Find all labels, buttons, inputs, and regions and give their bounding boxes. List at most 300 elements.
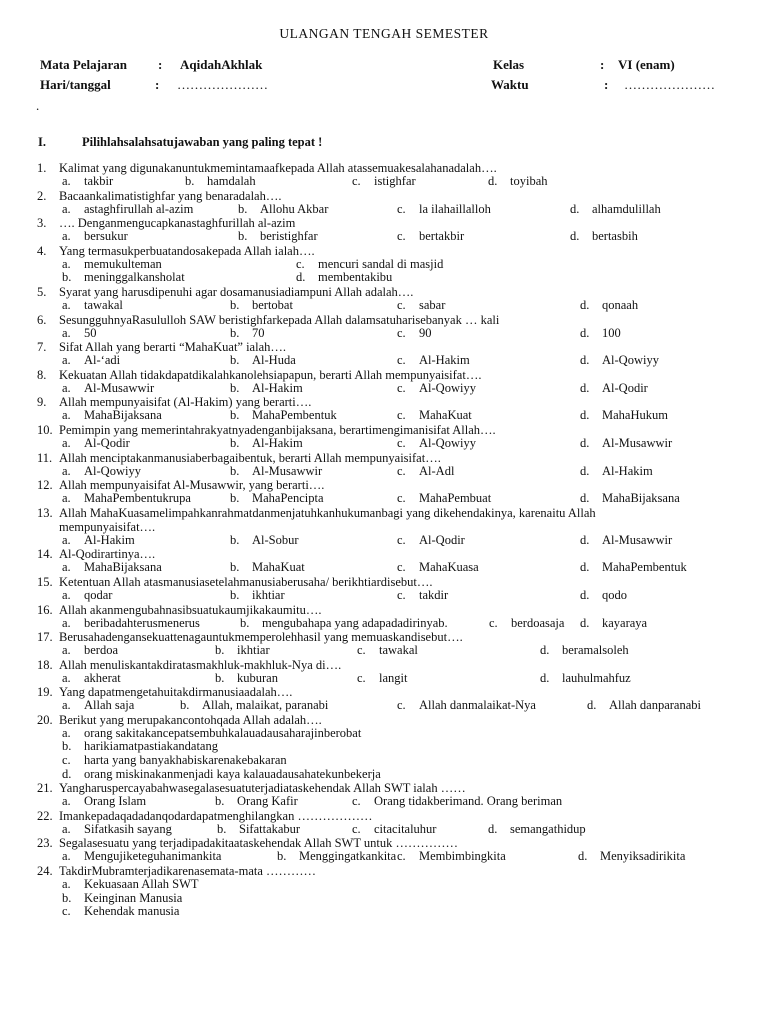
answer-option[interactable] [62,699,134,713]
answer-option[interactable] [540,644,629,658]
question-number: 14. [37,547,53,562]
option-row [0,823,768,837]
answer-option[interactable] [570,230,638,244]
option-letter: d. [580,353,590,368]
question-7 [0,340,768,354]
answer-option[interactable] [62,850,221,864]
question-text: Allah menuliskantakdiratasmakhluk-makhluk-Nya di…. [59,657,342,672]
answer-option[interactable] [230,561,305,575]
option-text: astaghfirullah al-azim [84,201,194,216]
question-number: 16. [37,602,53,617]
question-16 [0,603,768,617]
answer-option[interactable] [397,534,465,548]
option-letter: b. [230,297,240,312]
answer-option[interactable] [397,850,506,864]
question-text: Ketentuan Allah atasmanusiasetelahmanusiaberusaha/ berikhtiardisebut…. [59,574,433,589]
option-row [0,299,768,313]
option-letter: b. [185,174,195,188]
answer-option[interactable] [230,354,296,368]
answer-option[interactable] [240,617,448,631]
answer-option[interactable] [62,754,287,768]
question-23 [0,836,768,850]
question-13 [0,506,768,534]
option-letter: d. [578,849,588,864]
option-letter: a. [62,174,71,188]
answer-option[interactable] [296,271,392,285]
option-text: Al-Qodir [419,532,465,547]
option-text: MahaPembentuk [602,560,687,575]
stray-dot: . [36,98,40,113]
question-number: 3. [37,216,47,231]
option-text: bertakbir [419,229,465,244]
subject-value: AqidahAkhlak [180,57,263,72]
option-row [0,465,768,479]
answer-option[interactable] [570,203,661,217]
option-letter: c. [397,380,406,395]
option-text: orang miskinakanmenjadi kaya kalauadausahatekunbekerja [84,766,381,781]
option-letter: a. [62,615,71,630]
question-text: …. Denganmengucapkanastaghfurillah al-azim [59,216,296,231]
option-text: akherat [84,670,121,685]
option-text: Al-Qodir [602,380,648,395]
answer-option[interactable] [238,203,328,217]
answer-option[interactable] [397,699,536,713]
option-row [0,534,768,548]
answer-option[interactable] [62,617,200,631]
option-text: berdoasaja [511,615,565,630]
option-row [0,699,768,713]
option-text: bertobat [252,297,293,312]
answer-option[interactable] [62,465,141,479]
answer-option[interactable] [62,203,193,217]
option-text: Al-Qowiyy [602,353,659,368]
question-24 [0,864,768,878]
answer-option[interactable] [352,175,416,189]
question-text: Berikut yang merupakancontohqada Allah adalah…. [59,712,322,727]
option-letter: a. [62,643,71,658]
answer-option[interactable] [397,437,476,451]
answer-option[interactable] [62,230,128,244]
answer-option[interactable] [62,740,218,754]
option-text: Orang Kafir [237,794,298,809]
answer-option[interactable] [397,409,472,423]
question-10 [0,423,768,437]
question-14 [0,547,768,561]
date-label: Hari/tanggal [40,77,111,92]
answer-option[interactable] [296,258,443,272]
option-row [0,354,768,368]
option-text: kuburan [237,670,278,685]
option-text: ikhtiar [237,643,270,658]
option-letter: c. [489,615,498,630]
option-letter: b. [238,229,248,244]
option-letter: c. [397,435,406,450]
answer-option[interactable] [397,561,479,575]
option-text: bertasbih [592,229,638,244]
answer-option[interactable] [185,175,256,189]
option-letter: b. [62,890,72,905]
question-number: 22. [37,808,53,823]
option-text: Orang tidakberimand. Orang beriman [374,794,563,809]
answer-option[interactable] [580,465,653,479]
option-letter: b. [215,670,225,685]
option-text: kayaraya [602,615,648,630]
question-number: 5. [37,284,47,299]
question-text: Sifat Allah yang berarti “MahaKuat” ialah…. [59,340,287,355]
option-text: Membimbingkita [419,849,506,864]
answer-option[interactable] [230,409,337,423]
question-number: 2. [37,188,47,203]
option-letter: a. [62,325,71,340]
answer-option[interactable] [397,589,448,603]
answer-option[interactable] [397,299,445,313]
answer-option[interactable] [215,795,298,809]
answer-option[interactable] [62,644,118,658]
question-text-continued: mempunyaisifat…. [59,519,156,534]
option-text: Al-Musawwir [602,532,673,547]
option-text: MahaPembentuk [252,408,337,423]
option-letter: a. [62,380,71,395]
option-letter: b. [230,325,240,340]
option-row [0,892,768,906]
question-12 [0,478,768,492]
option-letter: c. [357,643,366,658]
option-text: Kehendak manusia [84,904,180,919]
option-letter: a. [62,463,71,478]
option-text: Allohu Akbar [260,201,329,216]
option-row [0,382,768,396]
answer-option[interactable] [62,768,381,782]
time-colon: : [604,77,609,92]
option-letter: c. [62,753,71,768]
answer-option[interactable] [488,823,586,837]
question-17 [0,630,768,644]
option-row [0,175,768,189]
answer-option[interactable] [62,795,146,809]
answer-option[interactable] [215,672,278,686]
option-letter: b. [230,532,240,547]
answer-option[interactable] [580,617,647,631]
question-8 [0,368,768,382]
option-text: lauhulmahfuz [562,670,631,685]
answer-option[interactable] [230,299,293,313]
question-number: 19. [37,685,53,700]
option-letter: d. [580,491,590,506]
option-letter: c. [397,325,406,340]
option-letter: b. [277,849,287,864]
answer-option[interactable] [580,354,659,368]
option-text: istighfar [374,174,416,188]
option-letter: a. [62,201,71,216]
question-text: Allah menciptakanmanusiaberbagaibentuk, berarti Allah mempunyaisifat…. [59,450,441,465]
option-letter: a. [62,587,71,602]
exam-title: ULANGAN TENGAH SEMESTER [279,26,489,41]
answer-option[interactable] [62,175,113,189]
question-text: Segalasesuatu yang terjadipadakitaataskehendak Allah SWT untuk …………… [59,836,458,851]
option-letter: c. [397,353,406,368]
answer-option[interactable] [230,589,285,603]
time-label: Waktu [491,77,529,92]
question-text: Allah mempunyaisifat (Al-Hakim) yang berarti…. [59,395,312,410]
option-text: semangathidup [510,821,586,836]
question-number: 15. [37,574,53,589]
answer-option[interactable] [397,230,464,244]
answer-option[interactable] [397,382,476,396]
answer-option[interactable] [62,727,361,741]
answer-option[interactable] [62,258,162,272]
option-text: bersukur [84,229,128,244]
answer-option[interactable] [62,878,199,892]
answer-option[interactable] [397,327,432,341]
answer-option[interactable] [62,561,162,575]
option-letter: c. [397,698,406,713]
answer-option[interactable] [580,409,668,423]
answer-option[interactable] [397,354,470,368]
answer-option[interactable] [397,492,491,506]
option-text: MahaKuasa [419,560,479,575]
answer-option[interactable] [580,492,680,506]
option-text: MahaBijaksana [84,560,162,575]
section-number: I. [38,135,46,149]
option-row [0,437,768,451]
option-letter: d. [488,821,498,836]
option-text: Keinginan Manusia [84,890,183,905]
option-text: alhamdulillah [592,201,661,216]
question-number: 8. [37,367,47,382]
option-letter: d. [580,408,590,423]
option-letter: a. [62,435,71,450]
answer-option[interactable] [580,561,687,575]
date-value: ………………… [177,77,268,92]
option-letter: c. [397,201,406,216]
section-instruction [38,135,322,150]
option-letter: b. [240,615,250,630]
question-number: 12. [37,478,53,493]
date-colon: : [155,77,160,92]
option-row [0,768,768,782]
option-text: orang sakitakancepatsembuhkalauadausaharajinberobat [84,725,362,740]
option-row [0,561,768,575]
option-text: Al-Hakim [252,435,303,450]
question-5 [0,285,768,299]
answer-option[interactable] [62,327,97,341]
option-text: Al-Adl [419,463,455,478]
answer-option[interactable] [580,437,672,451]
option-letter: b. [230,463,240,478]
option-text: langit [379,670,408,685]
option-letter: d. [580,297,590,312]
option-row [0,589,768,603]
question-text: Berusahadengansekuattenagauntukmemperolehhasil yang memuaskandisebut…. [59,630,463,645]
option-letter: b. [62,739,72,754]
answer-option[interactable] [62,382,154,396]
option-letter: a. [62,297,71,312]
question-text: Imankepadaqadadanqodardapatmenghilangkan ……………… [59,808,373,823]
option-letter: a. [62,877,71,892]
option-letter: a. [62,353,71,368]
answer-option[interactable] [580,382,648,396]
question-20 [0,713,768,727]
option-text: MahaBijaksana [84,408,162,423]
question-text: Kekuatan Allah tidakdapatdikalahkanolehsiapapun, berarti Allah mempunyaisifat…. [59,367,482,382]
option-letter: d. [580,532,590,547]
option-text: MahaPembuat [419,491,492,506]
option-letter: a. [62,491,71,506]
option-letter: b. [230,587,240,602]
option-text: MahaBijaksana [602,491,680,506]
option-text: 70 [252,325,265,340]
question-4 [0,244,768,258]
answer-option[interactable] [62,299,123,313]
question-list [0,161,768,919]
answer-option[interactable] [540,672,631,686]
option-letter: d. [296,270,306,285]
question-number: 6. [37,312,47,327]
answer-option[interactable] [180,699,328,713]
answer-option[interactable] [489,617,564,631]
question-text: Al-Qodirartinya…. [59,547,156,562]
option-letter: b. [230,560,240,575]
question-number: 10. [37,422,53,437]
answer-option[interactable] [62,409,162,423]
answer-option[interactable] [62,589,112,603]
answer-option[interactable] [230,382,303,396]
option-letter: c. [397,463,406,478]
option-letter: b. [230,435,240,450]
time-value: ………………… [624,77,715,92]
option-text: takdir [419,587,449,602]
answer-option[interactable] [62,354,120,368]
option-text: sabar [419,297,446,312]
question-1 [0,161,768,175]
answer-option[interactable] [397,465,454,479]
option-text: Al-Qowiyy [419,435,476,450]
answer-option[interactable] [580,299,638,313]
option-text: Al-Musawwir [84,380,155,395]
option-text: takbir [84,174,114,188]
option-text: hamdalah [207,174,256,188]
answer-option[interactable] [277,850,396,864]
answer-option[interactable] [587,699,701,713]
answer-option[interactable] [62,534,135,548]
option-letter: a. [62,725,71,740]
option-letter: a. [62,229,71,244]
answer-option[interactable] [352,823,436,837]
option-letter: b. [217,821,227,836]
answer-option[interactable] [62,672,121,686]
option-row [0,203,768,217]
question-text: SesungguhnyaRasululloh SAW beristighfarkepada Allah dalamsatuharisebanyak … kali [59,312,500,327]
option-letter: c. [397,408,406,423]
answer-option[interactable] [62,271,185,285]
option-row [0,850,768,864]
question-text: TakdirMubramterjadikarenasemata-mata ………… [59,864,317,879]
answer-option[interactable] [230,327,265,341]
answer-option[interactable] [62,823,172,837]
answer-option[interactable] [62,892,182,906]
question-text: Yang dapatmengetahuitakdirmanusiaadalah…. [59,685,293,700]
option-text: MahaPembentukrupa [84,491,191,506]
option-letter: c. [62,904,71,919]
option-text: Menyiksadirikita [600,849,686,864]
answer-option[interactable] [357,644,418,658]
option-letter: c. [397,229,406,244]
answer-option[interactable] [488,175,548,189]
answer-option[interactable] [217,823,300,837]
question-3 [0,216,768,230]
answer-option[interactable] [357,672,407,686]
answer-option[interactable] [397,203,491,217]
question-number: 24. [37,864,53,879]
answer-option[interactable] [580,534,672,548]
question-number: 9. [37,395,47,410]
option-row [0,617,768,631]
option-text: beristighfar [260,229,318,244]
option-text: mengubahapa yang adapadadirinyab. [262,615,448,630]
option-row [0,727,768,741]
answer-option[interactable] [62,905,179,919]
option-text: berdoa [84,643,119,658]
option-letter: d. [570,229,580,244]
option-text: tawakal [84,297,123,312]
option-text: qodo [602,587,627,602]
answer-option[interactable] [230,437,303,451]
option-text: Allah danparanabi [609,698,701,713]
question-19 [0,685,768,699]
option-row [0,271,768,285]
option-letter: c. [397,587,406,602]
option-letter: b. [62,270,72,285]
option-text: Al-Musawwir [602,435,673,450]
answer-option[interactable] [230,465,322,479]
option-letter: d. [580,587,590,602]
question-text: Yangharuspercayabahwasegalasesuatuterjadiataskehendak Allah SWT ialah …… [59,781,466,796]
question-number: 17. [37,630,53,645]
option-letter: a. [62,698,71,713]
answer-option[interactable] [230,492,324,506]
question-22 [0,809,768,823]
option-text: citacitaluhur [374,821,437,836]
option-text: MahaKuat [419,408,472,423]
option-row [0,905,768,919]
option-text: Al-Musawwir [252,463,323,478]
option-text: toyibah [510,174,548,188]
option-row [0,409,768,423]
option-letter: a. [62,670,71,685]
answer-option[interactable] [578,850,685,864]
answer-option[interactable] [580,327,621,341]
option-letter: d. [488,174,498,188]
answer-option[interactable] [580,589,627,603]
option-text: Menggingatkankita [299,849,397,864]
answer-option[interactable] [230,534,299,548]
option-letter: d. [580,560,590,575]
answer-option[interactable] [352,795,562,809]
answer-option[interactable] [62,437,130,451]
question-18 [0,658,768,672]
option-text: qodar [84,587,113,602]
question-text: Pemimpin yang memerintahrakyatnyadenganbijaksana, berartimengimanisifat Allah…. [59,422,496,437]
answer-option[interactable] [62,492,191,506]
question-number: 18. [37,657,53,672]
option-text: Mengujiketeguhanimankita [84,849,222,864]
answer-option[interactable] [238,230,318,244]
question-text: Yang termasukperbuatandosakepada Allah ialah…. [59,243,315,258]
option-text: Allah saja [84,698,135,713]
option-text: 100 [602,325,621,340]
answer-option[interactable] [215,644,270,658]
question-11 [0,451,768,465]
